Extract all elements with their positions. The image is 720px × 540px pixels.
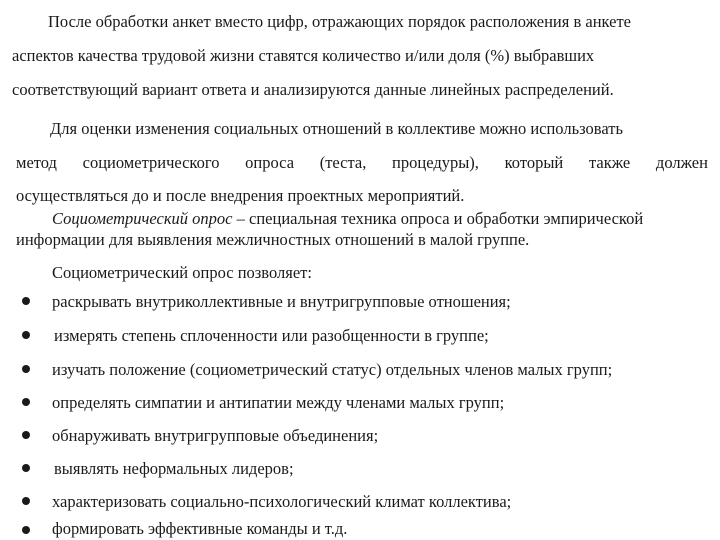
bullet-icon bbox=[22, 365, 30, 373]
bullet-icon bbox=[22, 297, 30, 305]
paragraph-1-line-1: После обработки анкет вместо цифр, отражающих порядок расположения в анкете bbox=[48, 12, 631, 31]
list-item: выявлять неформальных лидеров; bbox=[54, 459, 294, 478]
paragraph-1-line-2: аспектов качества трудовой жизни ставятся количество и/или доля (%) выбравших bbox=[12, 46, 595, 65]
list-item: раскрывать внутриколлективные и внутригрупповые отношения; bbox=[52, 292, 511, 311]
paragraph-2-line-3: осуществляться до и после внедрения проектных мероприятий. bbox=[16, 186, 465, 205]
paragraph-3-line-1 bbox=[52, 209, 643, 229]
word: опроса bbox=[245, 153, 295, 172]
list-item: характеризовать социально-психологический климат коллектива; bbox=[52, 492, 512, 511]
bullet-icon bbox=[22, 431, 30, 439]
bullet-icon bbox=[22, 398, 30, 406]
word: (теста, bbox=[319, 153, 367, 172]
list-item: измерять степень сплоченности или разобщенности в группе; bbox=[54, 326, 489, 345]
term-sociometric-survey: Социометрический опрос bbox=[52, 209, 233, 228]
paragraph-3-line-2: информации для выявления межличностных отношений в малой группе. bbox=[16, 230, 530, 249]
paragraph-2-line-1: Для оценки изменения социальных отношений в коллективе можно использовать bbox=[50, 119, 623, 138]
bullet-icon bbox=[22, 526, 30, 534]
list-item: определять симпатии и антипатии между членами малых групп; bbox=[52, 393, 505, 412]
word: также bbox=[588, 153, 631, 172]
word: процедуры), bbox=[392, 153, 479, 172]
word: который bbox=[504, 153, 564, 172]
bullet-icon bbox=[22, 497, 30, 505]
list-item: изучать положение (социометрический статус) отдельных членов малых групп; bbox=[52, 360, 613, 379]
paragraph-1-line-3: соответствующий вариант ответа и анализируются данные линейных распределений. bbox=[12, 80, 614, 99]
list-intro: Социометрический опрос позволяет: bbox=[52, 263, 312, 282]
bullet-icon bbox=[22, 464, 30, 472]
word: социометрического bbox=[82, 153, 220, 172]
word: должен bbox=[655, 153, 708, 172]
bullet-icon bbox=[22, 331, 30, 339]
definition-text: – специальная техника опроса и обработки эмпирической bbox=[232, 209, 644, 228]
list-item: формировать эффективные команды и т.д. bbox=[52, 519, 348, 538]
word: метод bbox=[16, 153, 57, 172]
list-item: обнаруживать внутригрупповые объединения; bbox=[52, 426, 379, 445]
paragraph-2-line-2 bbox=[16, 153, 708, 173]
